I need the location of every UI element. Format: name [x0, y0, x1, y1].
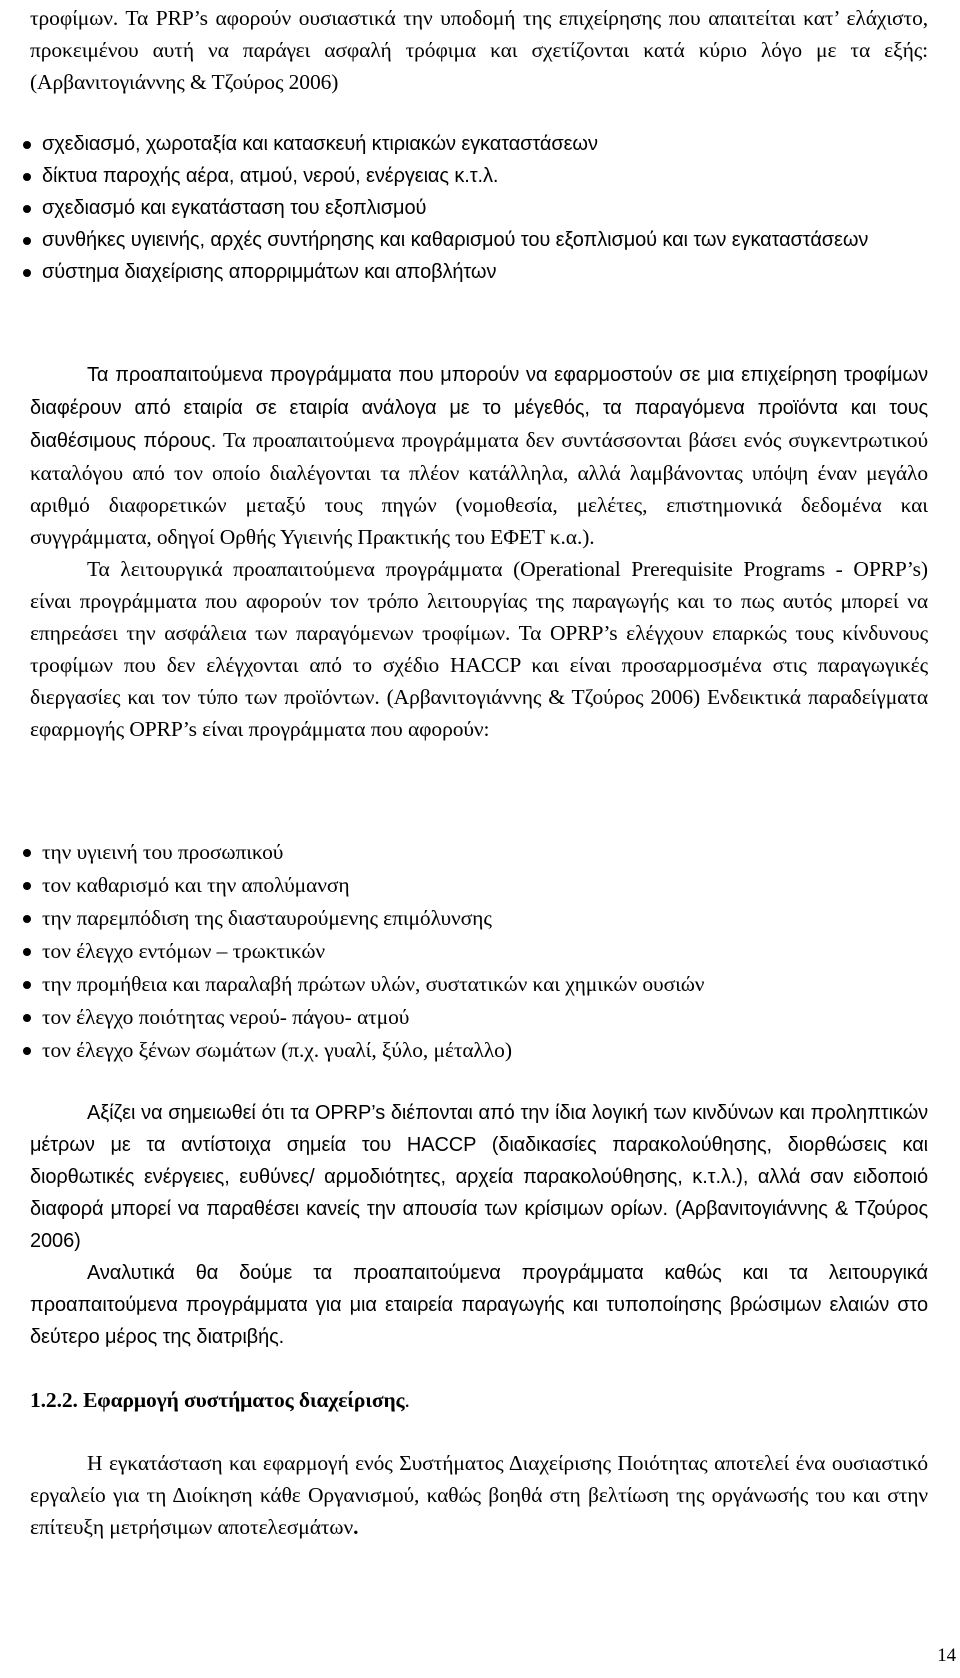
document-page	[30, 0, 956, 1678]
list-item: δίκτυα παροχής αέρα, ατμού, νερού, ενέργειας κ.τ.λ.	[30, 160, 928, 192]
prerequisite-block	[30, 358, 928, 745]
list-item: την προμήθεια και παραλαβή πρώτων υλών, συστατικών και χημικών ουσιών	[30, 968, 928, 1001]
list-item: τον έλεγχο ξένων σωμάτων (π.χ. γυαλί, ξύλο, μέταλλο)	[30, 1034, 928, 1067]
paragraph-analysis: Αναλυτικά θα δούμε τα προαπαιτούμενα προγράμματα καθώς και τα λειτουργικά προαπαιτούμενα προγράμματα για μια εταιρεία παραγωγής και τυποποίησης βρώσιμων ελαιών στο δεύτερο μέρος της διατριβής.	[30, 1262, 928, 1348]
section-heading	[30, 1384, 928, 1416]
paragraph-oprp: Τα λειτουργικά προαπαιτούμενα προγράμματα (Operational Prerequisite Programs - OPRP’s) είναι προγράμματα που αφορούν τον τρόπο λειτουργίας της παραγωγής και το πως αυτός μπορεί να επηρεάσει την ασφάλεια των παραγόμενων τροφίμων. Τα OPRP’s ελέγχουν επαρκώς τους κίνδυνους τροφίμων που δεν ελέγχονται από το σχέδιο HACCP και είναι προσαρμοσμένα στις παραγωγικές διεργασίες και τον τύπο των προϊόντων. (Αρβανιτογιάννης & Τζούρος 2006) Ενδεικτικά παραδείγματα εφαρμογής OPRP’s είναι προγράμματα που αφορούν:	[30, 557, 928, 741]
bullet-icon	[23, 882, 31, 890]
oprp-bullet-list	[30, 836, 928, 1067]
bullet-icon	[23, 269, 31, 277]
bullet-icon	[23, 141, 31, 149]
list-item: συνθήκες υγιεινής, αρχές συντήρησης και καθαρισμού του εξοπλισμού και των εγκαταστάσεων	[30, 224, 928, 256]
intro-block	[30, 2, 928, 98]
list-item: τον έλεγχο ποιότητας νερού- πάγου- ατμού	[30, 1001, 928, 1034]
bullet-icon	[23, 948, 31, 956]
section-number: 1.2.2.	[30, 1388, 78, 1412]
bullet-icon	[23, 981, 31, 989]
page-number: 14	[937, 1645, 956, 1666]
bullet-icon	[23, 237, 31, 245]
list-item: σχεδιασμό, χωροταξία και κατασκευή κτιριακών εγκαταστάσεων	[30, 128, 928, 160]
paragraph-qms: Η εγκατάσταση και εφαρμογή ενός Συστήματος Διαχείρισης Ποιότητας αποτελεί ένα ουσιαστικό εργαλείο για τη Διοίκηση κάθε Οργανισμού, καθώς βοηθά στη βελτίωση της οργάνωσής του και στην επίτευξη μετρήσιμων αποτελεσμάτων.	[30, 1451, 928, 1539]
list-item: τον καθαρισμό και την απολύμανση	[30, 869, 928, 902]
bullet-icon	[23, 1047, 31, 1055]
bullet-icon	[23, 915, 31, 923]
paragraph-prp-intro: τροφίμων. Τα PRP’s αφορούν ουσιαστικά την υποδομή της επιχείρησης που απαιτείται κατ’ ελάχιστο, προκειμένου αυτή να παράγει ασφαλή τρόφιμα και σχετίζονται κατά κύριο λόγο με τα εξής: (Αρβανιτογιάννης & Τζούρος 2006)	[30, 6, 928, 94]
bullet-icon	[23, 1014, 31, 1022]
paragraph-prerequisites: Τα προαπαιτούμενα προγράμματα που μπορούν να εφαρμοστούν σε μια επιχείρηση τροφίμων διαφέρουν από εταιρία σε εταιρία ανάλογα με το μέγεθός, τα παραγόμενα προϊόντα και τους διαθέσιμους πόρους. Τα προαπαιτούμενα προγράμματα δεν συντάσσονται βάσει ενός συγκεντρωτικού καταλόγου από τον οποίο διαλέγονται τα πλέον κατάλληλα, αλλά λαμβάνοντας υπόψη έναν μεγάλο αριθμό διαφορετικών μεταξύ τους πηγών (νομοθεσία, μελέτες, επιστημονικά δεδομένα και συγγράμματα, οδηγοί Ορθής Υγιεινής Πρακτικής του ΕΦΕΤ κ.α.).	[30, 364, 928, 549]
list-item: τον έλεγχο εντόμων – τρωκτικών	[30, 935, 928, 968]
paragraph-oprp-logic: Αξίζει να σημειωθεί ότι τα OPRP’s διέπονται από την ίδια λογική των κινδύνων και προληπτικών μέτρων με τα αντίστοιχα σημεία του HACCP (διαδικασίες παρακολούθησης, διορθώσεις και διορθωτικές ενέργειες, ευθύνες/ αρμοδιότητες, αρχεία παρακολούθησης, κ.τ.λ.), αλλά σαν ειδοποιό διαφορά μπορεί να παραθέσει κανείς την απουσία των κρίσιμων ορίων. (Αρβανιτογιάννης & Τζούρος 2006)	[30, 1102, 928, 1252]
bullet-icon	[23, 173, 31, 181]
list-item: την παρεμπόδιση της διασταυρούμενης επιμόλυνσης	[30, 902, 928, 935]
list-item: σχεδιασμό και εγκατάσταση του εξοπλισμού	[30, 192, 928, 224]
section-title-period: .	[404, 1388, 410, 1412]
prp-bullet-list	[30, 128, 928, 288]
list-item: την υγιεινή του προσωπικού	[30, 836, 928, 869]
oprp-notes-block	[30, 1097, 928, 1353]
bullet-icon	[23, 849, 31, 857]
qms-block	[30, 1447, 928, 1543]
bullet-icon	[23, 205, 31, 213]
list-item: σύστημα διαχείρισης απορριμμάτων και αποβλήτων	[30, 256, 928, 288]
section-title: Εφαρμογή συστήματος διαχείρισης	[83, 1388, 405, 1412]
